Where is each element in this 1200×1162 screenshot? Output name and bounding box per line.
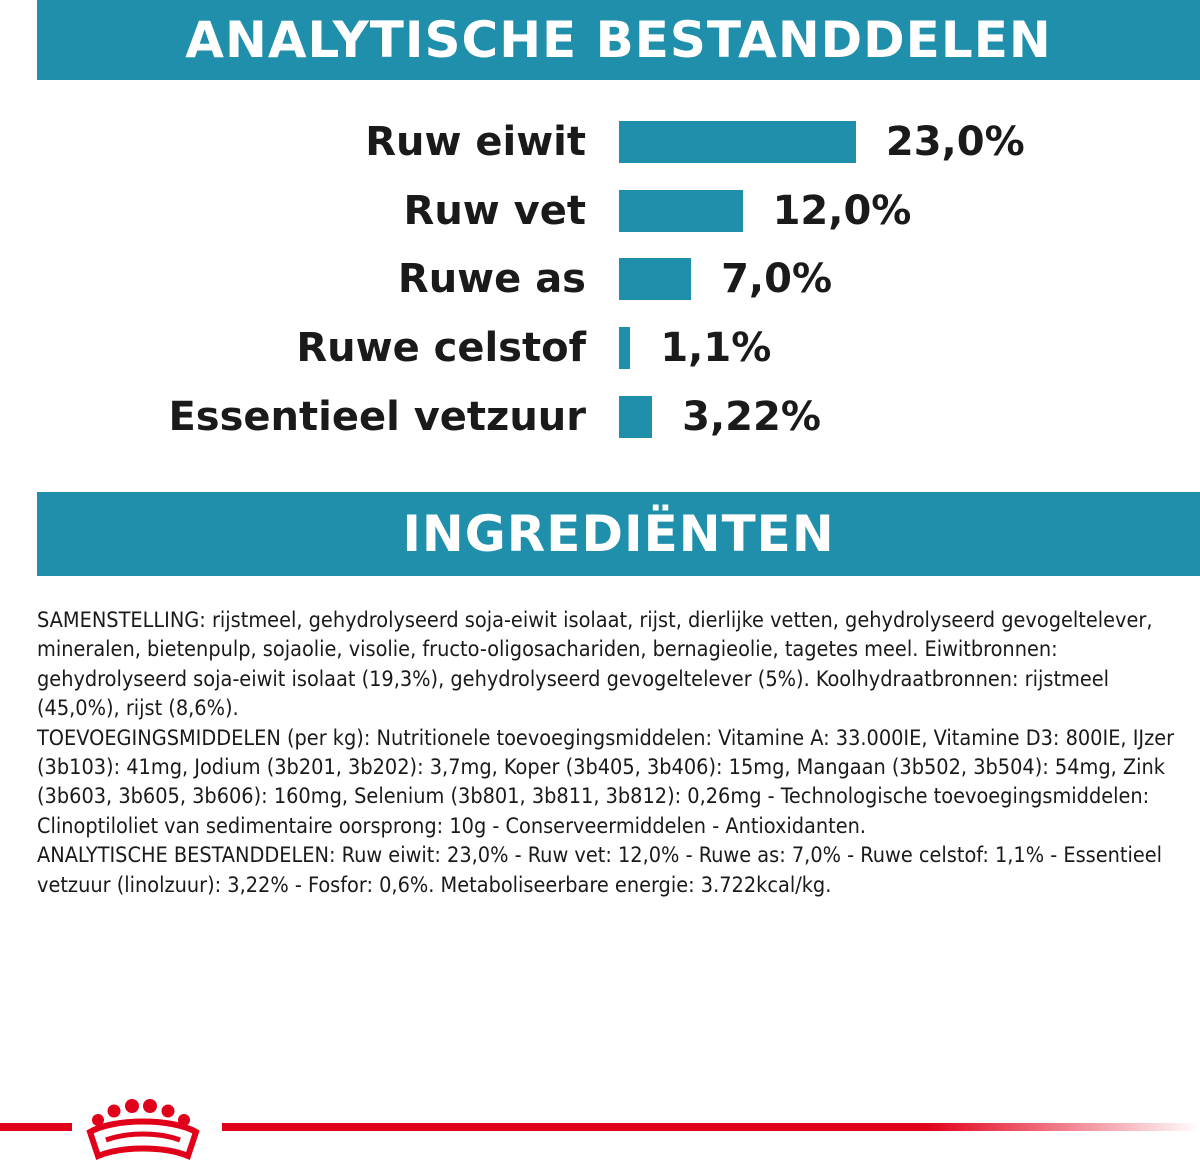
nutrient-label: Ruw vet	[403, 187, 586, 234]
brand-red-line	[0, 1121, 1200, 1133]
nutrient-bar	[619, 396, 652, 438]
analytic-heading: ANALYTISCHE BESTANDDELEN	[185, 11, 1052, 69]
nutrient-row	[0, 387, 1200, 447]
nutrient-value: 3,22%	[682, 393, 821, 440]
analytisch-paragraph: ANALYTISCHE BESTANDDELEN: Ruw eiwit: 23,0% - Ruw vet: 12,0% - Ruwe as: 7,0% - Ruwe celstof: 1,1% - Essentieel vetzuur (linolzuur): 3,22% - Fosfor: 0,6%. Metaboliseerbare energie: 3.722kcal/kg.	[37, 843, 1163, 898]
analytic-heading-banner	[37, 0, 1200, 80]
nutrient-bar	[619, 121, 856, 163]
nutrient-label: Ruwe celstof	[296, 325, 586, 372]
nutrient-bar	[619, 258, 691, 300]
nutrient-row	[0, 249, 1200, 309]
toevoegingsmiddelen-paragraph: TOEVOEGINGSMIDDELEN (per kg): Nutritionele toevoegingsmiddelen: Vitamine A: 33.000IE, Vitamine D3: 800IE, IJzer (3b103): 41mg, Jodium (3b201, 3b202): 3,7mg, Koper (3b405, 3b406): 15mg, Mangaan (3b502, 3b504): 54mg, Zink (3b603, 3b605, 3b606): 160mg, Selenium (3b801, 3b811, 3b812): 0,26mg - Technologische toevoegingsmiddelen: Clinoptiloliet van sedimentaire oorsprong: 10g - Conserveermiddelen - Antioxidanten.	[37, 725, 1175, 839]
nutrient-bar	[619, 190, 743, 232]
nutrient-label: Ruwe as	[397, 256, 586, 303]
nutrient-value: 12,0%	[772, 187, 912, 234]
nutrient-value: 1,1%	[660, 325, 772, 372]
nutrient-row	[0, 112, 1200, 172]
nutrient-label: Essentieel vetzuur	[168, 393, 586, 440]
samenstelling-paragraph: SAMENSTELLING: rijstmeel, gehydrolyseerd soja-eiwit isolaat, rijst, dierlijke vetten, gehydrolyseerd gevogeltelever, mineralen, bietenpulp, sojaolie, visolie, fructo-oligosachariden, bernagieolie, tagetes meel. Eiwitbronnen: gehydrolyseerd soja-eiwit isolaat (19,3%), gehydrolyseerd gevogeltelever (5%). Koolhydraatbronnen: rijstmeel (45,0%), rijst (8,6%).	[37, 608, 1153, 722]
nutrient-row	[0, 318, 1200, 378]
ingredients-heading: INGREDIËNTEN	[402, 505, 835, 563]
nutrient-value: 7,0%	[721, 256, 833, 303]
nutrient-label: Ruw eiwit	[365, 119, 586, 165]
nutrient-row	[0, 181, 1200, 241]
nutrient-bar	[619, 327, 630, 369]
ingredients-text	[37, 606, 1197, 900]
ingredients-heading-banner	[37, 492, 1200, 576]
nutrient-value: 23,0%	[885, 119, 1025, 165]
